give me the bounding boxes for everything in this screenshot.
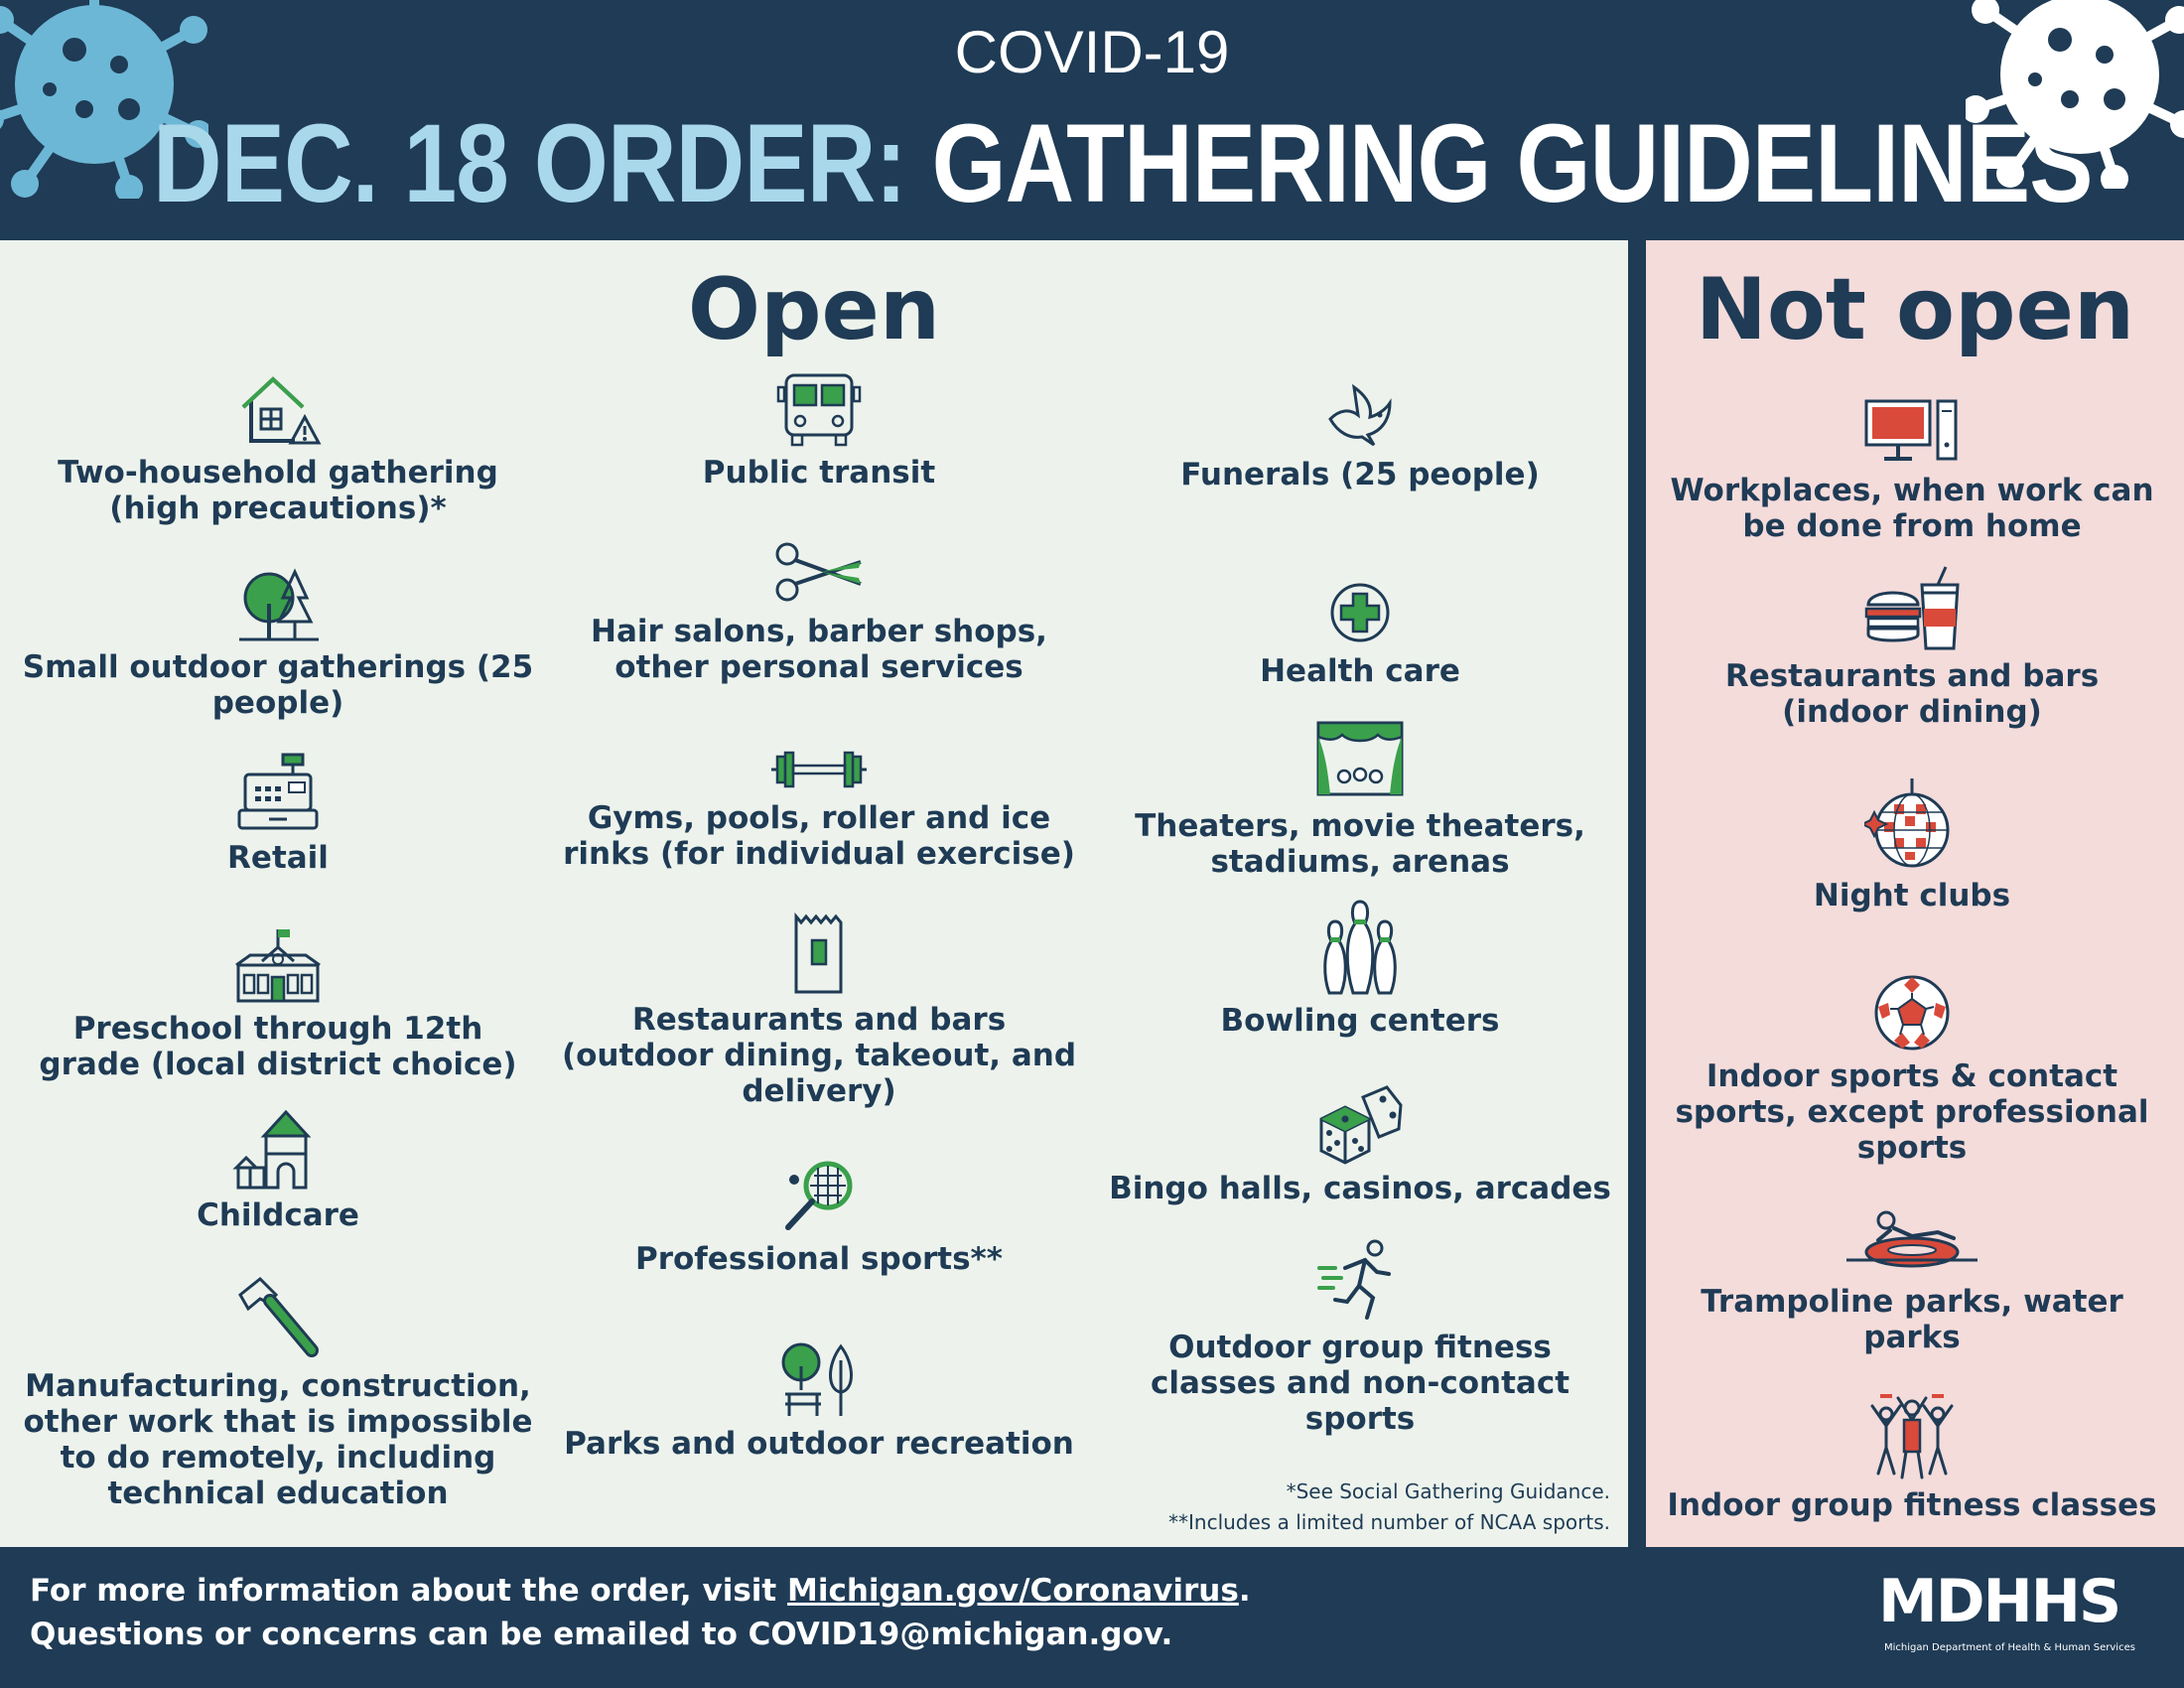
tennis-racket-icon	[774, 1156, 864, 1235]
coronavirus-link[interactable]: Michigan.gov/Coronavirus	[787, 1573, 1239, 1609]
closed-item-indoor-sports	[1664, 973, 2160, 1166]
bowling-pins-icon	[1315, 898, 1405, 997]
closed-item-night-clubs	[1664, 776, 2160, 914]
item-label: Theaters, movie theaters, stadiums, arenas	[1135, 808, 1585, 880]
item-label: Small outdoor gatherings (25 people)	[22, 649, 534, 721]
open-item-funerals	[1102, 379, 1618, 492]
school-icon	[230, 925, 326, 1005]
open-item-bingo	[1102, 1079, 1618, 1206]
panel-divider	[1628, 240, 1646, 1547]
item-label: Retail	[227, 840, 329, 876]
open-item-restaurants-outdoor	[561, 911, 1077, 1109]
closed-item-workplaces	[1664, 397, 2160, 544]
item-label: Childcare	[197, 1197, 359, 1233]
open-panel	[0, 240, 1628, 1547]
open-item-two-household	[20, 369, 536, 526]
house-warning-icon	[233, 369, 323, 449]
footer-line-1	[30, 1569, 1251, 1613]
dumbbell-icon	[769, 745, 869, 794]
mdhhs-logo	[1878, 1567, 2146, 1666]
footnotes	[1168, 1477, 1610, 1538]
open-item-theaters	[1102, 717, 1618, 880]
footer-line-1-suffix: .	[1238, 1573, 1251, 1609]
page-title	[153, 99, 2093, 227]
footer-line-2: Questions or concerns can be emailed to COVID19@michigan.gov.	[30, 1617, 1173, 1652]
header-banner	[0, 0, 2184, 240]
not-open-heading: Not open	[1695, 260, 2135, 359]
footnote-ncaa: **Includes a limited number of NCAA sports.	[1168, 1510, 1610, 1534]
item-label: Gyms, pools, roller and ice rinks (for individual exercise)	[563, 800, 1075, 872]
item-label: Funerals (25 people)	[1180, 457, 1540, 492]
cash-register-icon	[233, 751, 323, 834]
item-label: Health care	[1260, 653, 1460, 689]
logo-wordmark: MDHHS	[1878, 1567, 2120, 1636]
open-item-childcare	[20, 1106, 536, 1233]
item-label: Manufacturing, construction, other work that is impossible to do remotely, including technical education	[23, 1368, 533, 1511]
dove-icon	[1320, 379, 1400, 451]
item-label: Indoor sports & contact sports, except professional sports	[1675, 1058, 2149, 1166]
park-icon	[771, 1340, 867, 1420]
footer-line-1-prefix: For more information about the order, visit	[30, 1573, 788, 1609]
soccer-ball-icon	[1872, 973, 1952, 1053]
item-label: Parks and outdoor recreation	[564, 1426, 1074, 1462]
burger-drink-icon	[1862, 563, 1962, 652]
item-label: Professional sports**	[635, 1241, 1003, 1277]
item-label: Night clubs	[1813, 878, 2011, 914]
open-item-parks	[561, 1340, 1077, 1462]
hammer-icon	[230, 1273, 326, 1362]
open-item-public-transit	[561, 369, 1077, 491]
open-item-gyms	[561, 745, 1077, 872]
scissors-icon	[771, 538, 867, 608]
title-main: GATHERING GUIDELINES	[931, 101, 2093, 225]
title-prefix: DEC. 18 ORDER:	[153, 101, 906, 225]
theater-icon	[1312, 717, 1408, 802]
open-item-bowling	[1102, 898, 1618, 1039]
health-cross-icon	[1325, 578, 1395, 647]
open-item-small-outdoor	[20, 564, 536, 721]
closed-item-trampoline	[1664, 1208, 2160, 1355]
logo-subtitle: Michigan Department of Health & Human Services	[1884, 1642, 2135, 1653]
open-item-retail	[20, 751, 536, 876]
trees-icon	[233, 564, 323, 643]
item-label: Restaurants and bars (indoor dining)	[1724, 658, 2100, 730]
item-label: Bowling centers	[1220, 1003, 1500, 1039]
open-item-hair-salons	[561, 538, 1077, 685]
dice-icon	[1315, 1079, 1405, 1165]
header-kicker: COVID-19	[954, 19, 1230, 85]
item-label: Hair salons, barber shops, other personal services	[591, 614, 1047, 685]
water-tube-icon	[1843, 1208, 1981, 1278]
item-label: Indoor group fitness classes	[1667, 1487, 2157, 1523]
footer-text	[30, 1569, 1251, 1656]
open-item-professional-sports	[561, 1156, 1077, 1277]
footnote-social-gathering: *See Social Gathering Guidance.	[1286, 1479, 1610, 1503]
item-label: Restaurants and bars (outdoor dining, takeout, and delivery)	[561, 1002, 1077, 1109]
not-open-panel	[1646, 240, 2184, 1547]
computer-icon	[1862, 397, 1962, 467]
item-label: Bingo halls, casinos, arcades	[1109, 1171, 1611, 1206]
item-label: Public transit	[702, 455, 936, 491]
bus-icon	[774, 369, 864, 449]
item-label: Workplaces, when work can be done from home	[1670, 473, 2154, 544]
item-label: Outdoor group fitness classes and non-contact sports	[1150, 1330, 1570, 1437]
blocks-icon	[230, 1106, 326, 1192]
item-label: Two-household gathering (high precautions)*	[58, 455, 498, 526]
open-item-preschool	[20, 925, 536, 1082]
open-item-manufacturing	[20, 1273, 536, 1511]
item-label: Trampoline parks, water parks	[1701, 1284, 2123, 1355]
item-label: Preschool through 12th grade (local district choice)	[39, 1011, 517, 1082]
closed-item-indoor-fitness	[1664, 1392, 2160, 1523]
open-item-health-care	[1102, 578, 1618, 689]
closed-item-restaurants-indoor	[1664, 563, 2160, 730]
runner-icon	[1315, 1238, 1405, 1324]
open-heading: Open	[687, 260, 941, 359]
to-go-bag-icon	[784, 911, 854, 996]
disco-ball-icon	[1864, 776, 1960, 872]
footer	[0, 1547, 2184, 1688]
fitness-class-icon	[1864, 1392, 1960, 1481]
open-item-outdoor-fitness	[1102, 1238, 1618, 1437]
